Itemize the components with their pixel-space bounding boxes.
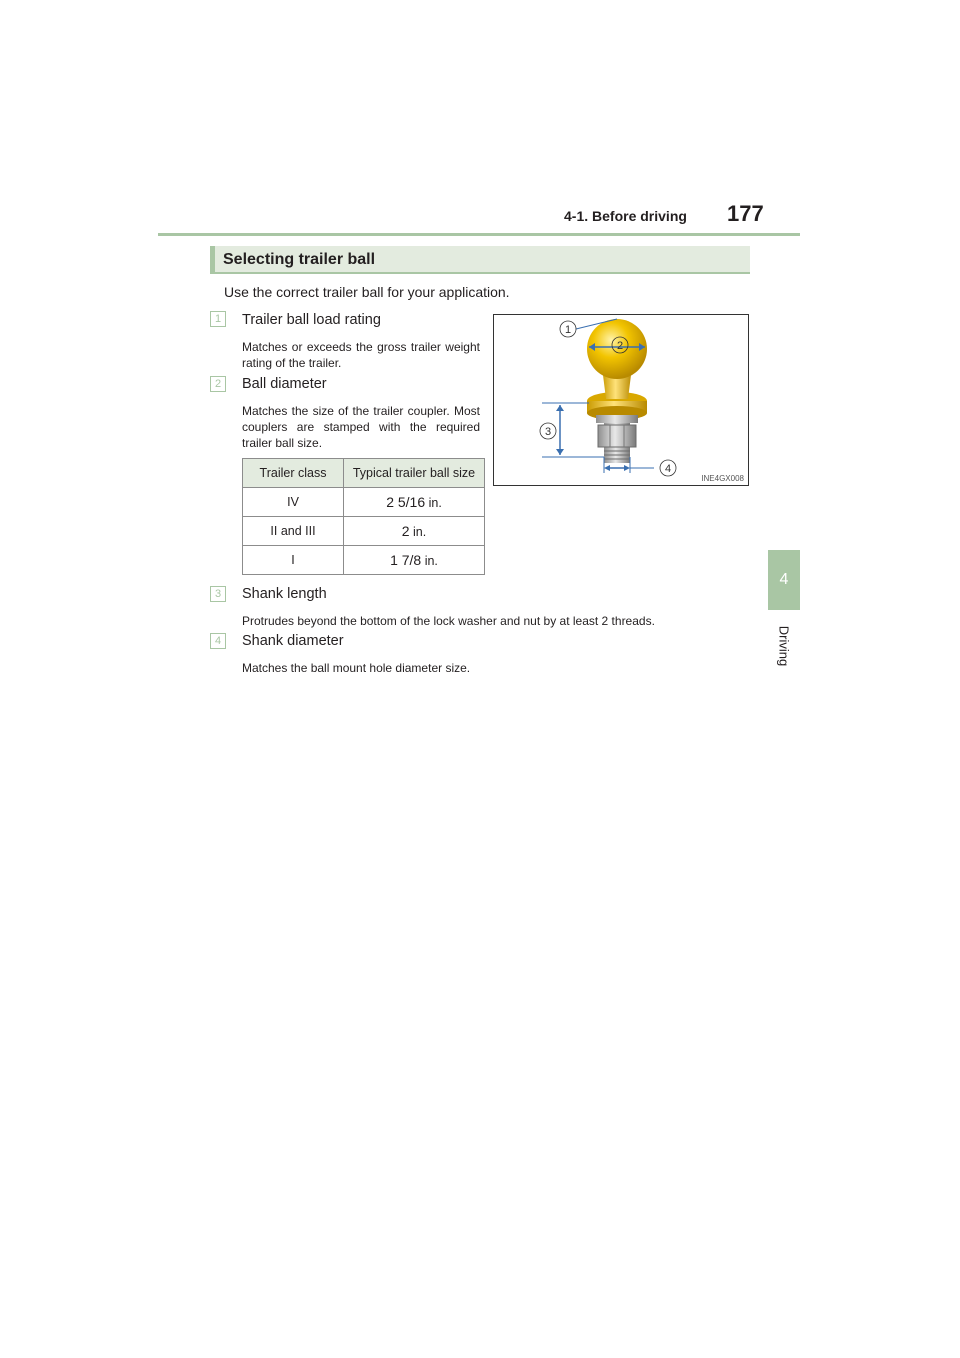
table-header-class: Trailer class — [243, 459, 344, 488]
trailer-ball-table — [242, 458, 485, 575]
table-cell-class: I — [243, 546, 344, 575]
running-header-section: 4-1. Before driving — [564, 208, 687, 224]
table-row — [243, 546, 485, 575]
chapter-label-text: Driving — [776, 625, 792, 667]
table-header-row — [243, 459, 485, 488]
table-cell-size — [344, 488, 485, 517]
item-number-3: 3 — [210, 586, 226, 602]
item-number-2: 2 — [210, 376, 226, 392]
figure-code: INE4GX008 — [701, 474, 744, 483]
callout-2: 2 — [616, 340, 624, 352]
item-title-3: Shank length — [242, 586, 327, 602]
item-desc-2: Matches the size of the trailer coupler. Most couplers are stamped with the required trailer ball size. — [242, 404, 480, 450]
size-value: 1 7/8 — [390, 552, 422, 568]
nut — [598, 425, 636, 447]
callout-1: 1 — [564, 324, 572, 336]
table-row — [243, 488, 485, 517]
table-row — [243, 517, 485, 546]
table-header-size: Typical trailer ball size — [344, 459, 485, 488]
item-title-1: Trailer ball load rating — [242, 312, 381, 328]
item-desc-1: Matches or exceeds the gross trailer weight rating of the trailer. — [242, 340, 480, 370]
item-number-4: 4 — [210, 633, 226, 649]
table-cell-size — [344, 546, 485, 575]
chapter-label — [768, 618, 800, 678]
lock-washer — [596, 415, 638, 423]
table-cell-class: II and III — [243, 517, 344, 546]
size-unit: in. — [428, 496, 442, 510]
item-title-2: Ball diameter — [242, 376, 327, 392]
item-title-4: Shank diameter — [242, 633, 344, 649]
size-unit: in. — [424, 554, 438, 568]
item-desc-4: Matches the ball mount hole diameter size. — [242, 661, 471, 675]
trailer-ball-figure — [493, 314, 749, 486]
size-unit: in. — [413, 525, 427, 539]
item-desc-3: Protrudes beyond the bottom of the lock washer and nut by at least 2 threads. — [242, 614, 655, 628]
page-number: 177 — [727, 201, 764, 226]
trailer-ball-illustration — [494, 315, 748, 485]
item-number-1: 1 — [210, 311, 226, 327]
size-value: 2 5/16 — [386, 494, 426, 510]
table-cell-class: IV — [243, 488, 344, 517]
callout-4: 4 — [664, 463, 672, 475]
chapter-tab: 4 — [768, 550, 800, 610]
table-cell-size — [344, 517, 485, 546]
callout-3: 3 — [544, 426, 552, 438]
section-title: Selecting trailer ball — [223, 251, 376, 268]
size-value: 2 — [401, 523, 410, 539]
section-intro: Use the correct trailer ball for your application. — [224, 284, 510, 300]
header-rule — [158, 233, 800, 236]
